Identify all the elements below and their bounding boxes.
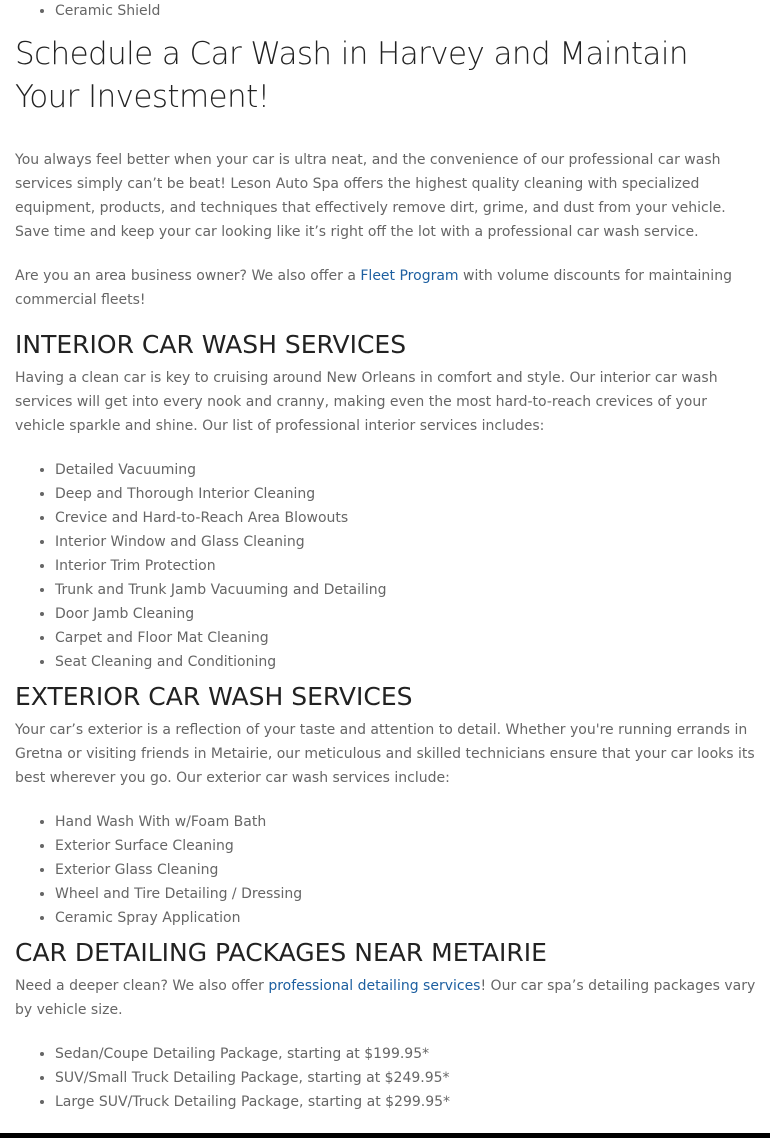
list-item: • Exterior Glass Cleaning xyxy=(55,858,302,882)
fleet-text-after: with volume discounts for maintaining commercial fleets! xyxy=(15,268,732,308)
interior-paragraph: Having a clean car is key to cruising around New Orleans in comfort and style. Our interior car wash services will get into every nook and cranny, making even the most hard-to-reach crevices of your vehicle sparkle and shine. Our list of professional interior services includes: xyxy=(15,370,718,434)
list-item: • Interior Trim Protection xyxy=(55,554,387,578)
list-item: • Door Jamb Cleaning xyxy=(55,602,387,626)
page-title: Schedule a Car Wash in Harvey and Maintain Your Investment! xyxy=(15,36,688,115)
list-item: • Hand Wash With w/Foam Bath xyxy=(55,810,302,834)
fleet-program-link[interactable]: Fleet Program xyxy=(360,268,459,284)
detailing-text-after: ! Our car spa’s detailing packages vary by vehicle size. xyxy=(15,978,756,1018)
list-item: • Interior Window and Glass Cleaning xyxy=(55,530,387,554)
list-item: • Detailed Vacuuming xyxy=(55,458,387,482)
list-item: • Exterior Surface Cleaning xyxy=(55,834,302,858)
exterior-heading: EXTERIOR CAR WASH SERVICES xyxy=(15,682,413,711)
list-item: • Large SUV/Truck Detailing Package, starting at $299.95* xyxy=(55,1090,450,1114)
list-item: • Crevice and Hard-to-Reach Area Blowouts xyxy=(55,506,387,530)
detailing-heading: CAR DETAILING PACKAGES NEAR METAIRIE xyxy=(15,938,547,967)
list-item: • Wheel and Tire Detailing / Dressing xyxy=(55,882,302,906)
interior-services-list xyxy=(15,458,387,674)
interior-heading: INTERIOR CAR WASH SERVICES xyxy=(15,330,407,359)
detailing-packages-list xyxy=(15,1042,450,1114)
list-item: • Deep and Thorough Interior Cleaning xyxy=(55,482,387,506)
footer-bar xyxy=(0,1133,770,1138)
list-item: • Ceramic Shield xyxy=(55,0,160,23)
top-bullet-list xyxy=(15,0,160,23)
detailing-paragraph xyxy=(15,974,760,1022)
list-item: • Carpet and Floor Mat Cleaning xyxy=(55,626,387,650)
detailing-text-before: Need a deeper clean? We also offer xyxy=(15,978,269,994)
exterior-services-list xyxy=(15,810,302,930)
detailing-services-link[interactable]: professional detailing services xyxy=(268,978,481,994)
fleet-paragraph xyxy=(15,264,760,312)
list-item: • Sedan/Coupe Detailing Package, starting at $199.95* xyxy=(55,1042,450,1066)
list-item: • Trunk and Trunk Jamb Vacuuming and Detailing xyxy=(55,578,387,602)
list-item: • Ceramic Spray Application xyxy=(55,906,302,930)
intro-paragraph: You always feel better when your car is ultra neat, and the convenience of our professional car wash services simply can’t be beat! Leson Auto Spa offers the highest quality cleaning with specialized equipment, products, and techniques that effectively remove dirt, grime, and dust from your vehicle. Save time and keep your car looking like it’s right off the lot with a professional car wash service. xyxy=(15,152,726,240)
exterior-paragraph: Your car’s exterior is a reflection of your taste and attention to detail. Whether you're running errands in Gretna or visiting friends in Metairie, our meticulous and skilled technicians ensure that your car looks its best wherever you go. Our exterior car wash services include: xyxy=(15,722,755,786)
list-item: • SUV/Small Truck Detailing Package, starting at $249.95* xyxy=(55,1066,450,1090)
list-item: • Seat Cleaning and Conditioning xyxy=(55,650,387,674)
fleet-text-before: Are you an area business owner? We also offer a xyxy=(15,268,361,284)
